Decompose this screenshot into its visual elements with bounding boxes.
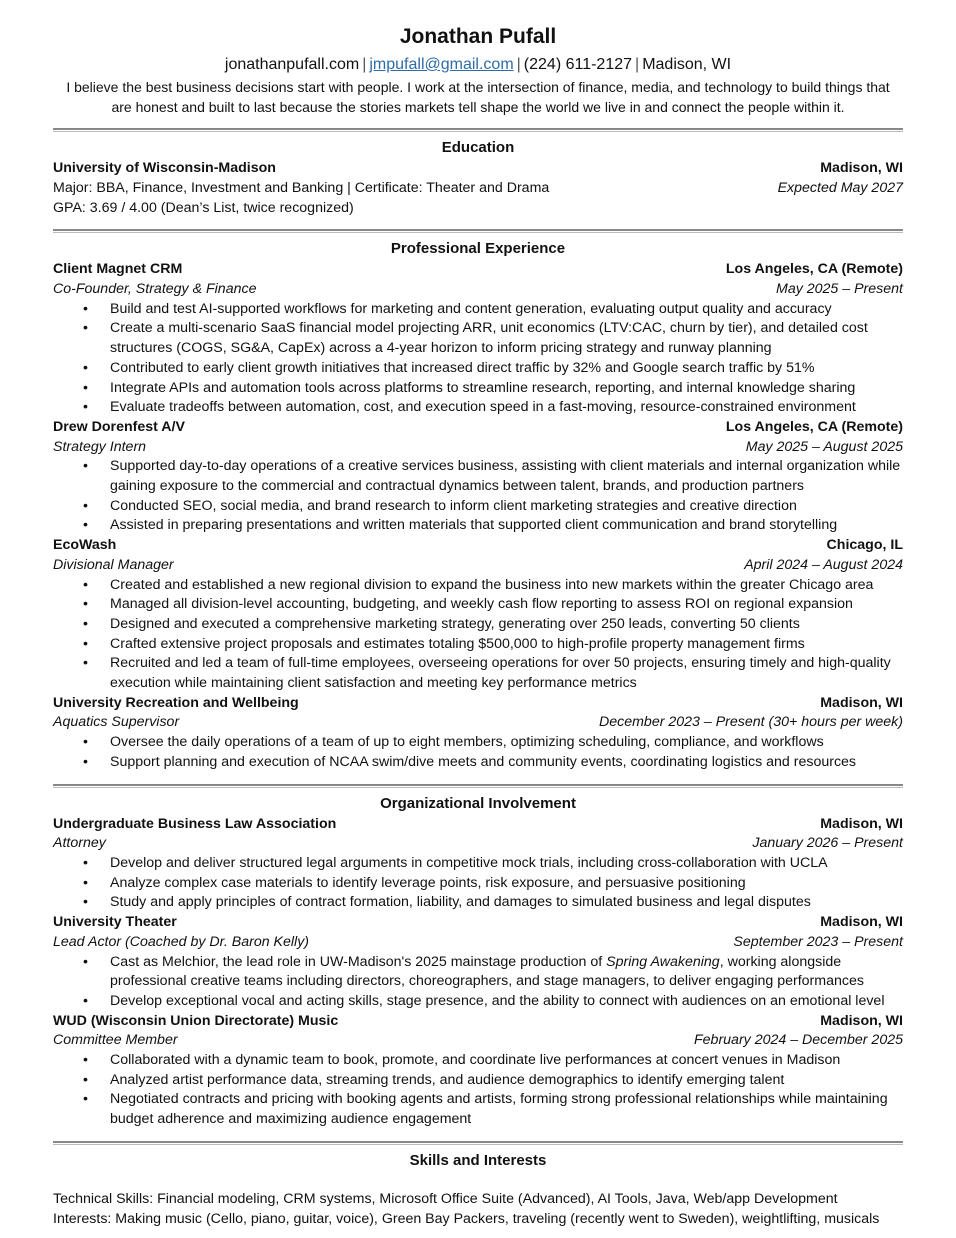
job-location: Los Angeles, CA (Remote) — [725, 418, 903, 435]
email-link[interactable]: jmpufall@gmail.com — [369, 56, 514, 73]
bullet-list — [53, 953, 903, 1012]
bullet-list — [53, 457, 903, 536]
bullet-item: • Oversee the daily operations of a team of up to eight members, optimizing scheduling, compliance, and workflows — [53, 733, 903, 753]
job-entry — [53, 418, 903, 536]
bullet-item: • Study and apply principles of contract formation, liability, and damages to simulated business and legal disputes — [53, 893, 903, 913]
section-title-skills: Skills and Interests — [409, 1151, 547, 1169]
bullet-item: • Collaborated with a dynamic team to book, promote, and coordinate live performances at concert venues in Madison — [53, 1051, 903, 1071]
bullet-item: • Support planning and execution of NCAA swim/dive meets and community events, coordinating logistics and resources — [53, 753, 903, 773]
separator: | — [362, 56, 367, 73]
graduation-date: Expected May 2027 — [777, 179, 903, 196]
candidate-name: Jonathan Pufall — [399, 25, 557, 48]
section-divider — [53, 128, 903, 132]
org-location: Madison, WI — [820, 815, 903, 832]
bullet-item: • Analyzed artist performance data, streaming trends, and audience demographics to identify emerging talent — [53, 1071, 903, 1091]
section-title-education: Education — [441, 139, 515, 157]
contact-line — [53, 53, 903, 77]
education-major-row — [53, 179, 903, 199]
job-location: Chicago, IL — [826, 537, 903, 554]
bullet-list — [53, 300, 903, 418]
org-role: Attorney — [53, 835, 106, 852]
org-dates: February 2024 – December 2025 — [694, 1032, 903, 1049]
section-divider — [53, 1141, 903, 1145]
organization-name: University Theater — [53, 914, 177, 931]
job-dates: May 2025 – Present — [776, 281, 903, 297]
bullet-item: • Conducted SEO, social media, and brand research to inform client marketing strategies and creative direction — [53, 497, 903, 517]
org-entry — [53, 1012, 903, 1130]
phone-number: (224) 611-2127 — [523, 56, 633, 73]
education-header-row — [53, 159, 903, 179]
org-location: Madison, WI — [820, 1012, 903, 1029]
section-divider — [53, 229, 903, 233]
employer-name: EcoWash — [53, 537, 117, 554]
job-entry — [53, 694, 903, 773]
production-title: Spring Awakening — [606, 953, 720, 970]
bullet-item: • Develop and deliver structured legal arguments in competitive mock trials, including cross-collaboration with UCLA — [53, 854, 903, 874]
bullet-item: • Crafted extensive project proposals and estimates totaling $500,000 to high-profile property management firms — [53, 635, 903, 655]
job-location: Madison, WI — [820, 694, 903, 711]
school-name: University of Wisconsin-Madison — [53, 160, 276, 177]
bullet-item: • Create a multi-scenario SaaS financial model projecting ARR, unit economics (LTV:CAC, churn by tier), and detailed cost structures (COGS, SG&A, CapEx) across a 4-year horizon to inform pricing strategy and runway planning — [53, 319, 903, 358]
org-dates: January 2026 – Present — [752, 835, 903, 852]
bullet-item: • Contributed to early client growth initiatives that increased direct traffic by 32% and Google search traffic by 51% — [53, 359, 903, 379]
bullet-item: • Created and established a new regional division to expand the business into new markets within the greater Chicago area — [53, 576, 903, 596]
bullet-item: • Assisted in preparing presentations and written materials that supported client communication and brand storytelling — [53, 516, 903, 536]
job-dates: December 2023 – Present (30+ hours per week) — [598, 714, 903, 731]
website-link[interactable]: jonathanpufall.com — [224, 56, 360, 73]
bullet-item: • Analyze complex case materials to identify leverage points, risk exposure, and persuasive positioning — [53, 874, 903, 894]
summary-statement: I believe the best business decisions start with people. I work at the intersection of finance, media, and technology to build things that are honest and built to last because the stories markets tell shape the world we live in and connect the people within it. — [66, 79, 890, 115]
job-location: Los Angeles, CA (Remote) — [725, 261, 903, 278]
organization-name: WUD (Wisconsin Union Directorate) Music — [53, 1012, 339, 1029]
employer-name: Drew Dorenfest A/V — [53, 418, 185, 435]
location: Madison, WI — [642, 56, 732, 73]
job-dates: April 2024 – August 2024 — [744, 556, 903, 573]
bullet-list — [53, 733, 903, 772]
employer-name: University Recreation and Wellbeing — [53, 694, 299, 711]
bullet-list — [53, 1051, 903, 1130]
separator: | — [516, 56, 521, 73]
job-dates: May 2025 – August 2025 — [745, 438, 903, 455]
job-title: Co-Founder, Strategy & Finance — [53, 281, 257, 297]
job-title: Aquatics Supervisor — [53, 714, 180, 731]
org-role: Lead Actor (Coached by Dr. Baron Kelly) — [53, 933, 310, 950]
school-location: Madison, WI — [820, 160, 903, 177]
bullet-item: • Evaluate tradeoffs between automation, cost, and execution speed in a fast-moving, resource-constrained environment — [53, 398, 903, 418]
org-entry — [53, 913, 903, 1012]
gpa-text: GPA: 3.69 / 4.00 (Dean’s List, twice recognized) — [53, 199, 354, 216]
technical-skills: Technical Skills: Financial modeling, CRM systems, Microsoft Office Suite (Advanced), AI Tools, Java, Web/app Development — [53, 1190, 838, 1207]
bullet-item: • Designed and executed a comprehensive marketing strategy, generating over 250 leads, converting 50 clients — [53, 615, 903, 635]
section-divider — [53, 784, 903, 788]
bullet-item: • Build and test AI-supported workflows for marketing and content generation, evaluating output quality and accuracy — [53, 300, 903, 320]
job-title: Strategy Intern — [53, 438, 147, 455]
bullet-item: • Managed all division-level accounting, budgeting, and weekly cash flow reporting to assess ROI on regional expansion — [53, 595, 903, 615]
job-entry — [53, 536, 903, 694]
major-text: Major: BBA, Finance, Investment and Banking | Certificate: Theater and Drama — [53, 179, 550, 196]
org-entry — [53, 815, 903, 914]
org-role: Committee Member — [53, 1032, 178, 1049]
section-title-involvement: Organizational Involvement — [380, 794, 576, 812]
section-title-experience: Professional Experience — [390, 240, 566, 258]
separator: | — [635, 56, 640, 73]
bullet-item — [53, 953, 903, 992]
bullet-item: • Develop exceptional vocal and acting skills, stage presence, and the ability to connect with audiences on an emotional level — [53, 992, 903, 1012]
job-title: Divisional Manager — [53, 556, 174, 573]
bullet-item: • Integrate APIs and automation tools across platforms to streamline research, reporting, and internal knowledge sharing — [53, 379, 903, 399]
bullet-item: • Recruited and led a team of full-time employees, overseeing operations for over 50 projects, ensuring timely and high-quality execution while maintaining client satisfaction and meeting key performance metrics — [53, 654, 903, 693]
bullet-list — [53, 576, 903, 694]
bullet-item: • Negotiated contracts and pricing with booking agents and artists, forming strong professional relationships while maintaining budget adherence and maximizing audience engagement — [53, 1090, 903, 1129]
bullet-item: • Supported day-to-day operations of a creative services business, assisting with client materials and internal organization while gaining exposure to the commercial and contractual dynamics between talent, brands, and production partners — [53, 457, 903, 496]
employer-name: Client Magnet CRM — [53, 261, 183, 278]
job-entry — [53, 260, 903, 418]
bullet-text: , working alongside professional creative teams including directors, choreographers, and stage managers, to deliver engaging performances — [110, 953, 864, 990]
skills-block — [53, 1190, 903, 1230]
bullet-list — [53, 854, 903, 913]
org-location: Madison, WI — [820, 914, 903, 931]
interests: Interests: Making music (Cello, piano, guitar, voice), Green Bay Packers, traveling (recently went to Sweden), weightlifting, musicals — [53, 1210, 880, 1227]
organization-name: Undergraduate Business Law Association — [53, 815, 337, 832]
bullet-text: Cast as Melchior, the lead role in UW-Madison's 2025 mainstage production of — [110, 953, 607, 970]
org-dates: September 2023 – Present — [733, 933, 903, 950]
